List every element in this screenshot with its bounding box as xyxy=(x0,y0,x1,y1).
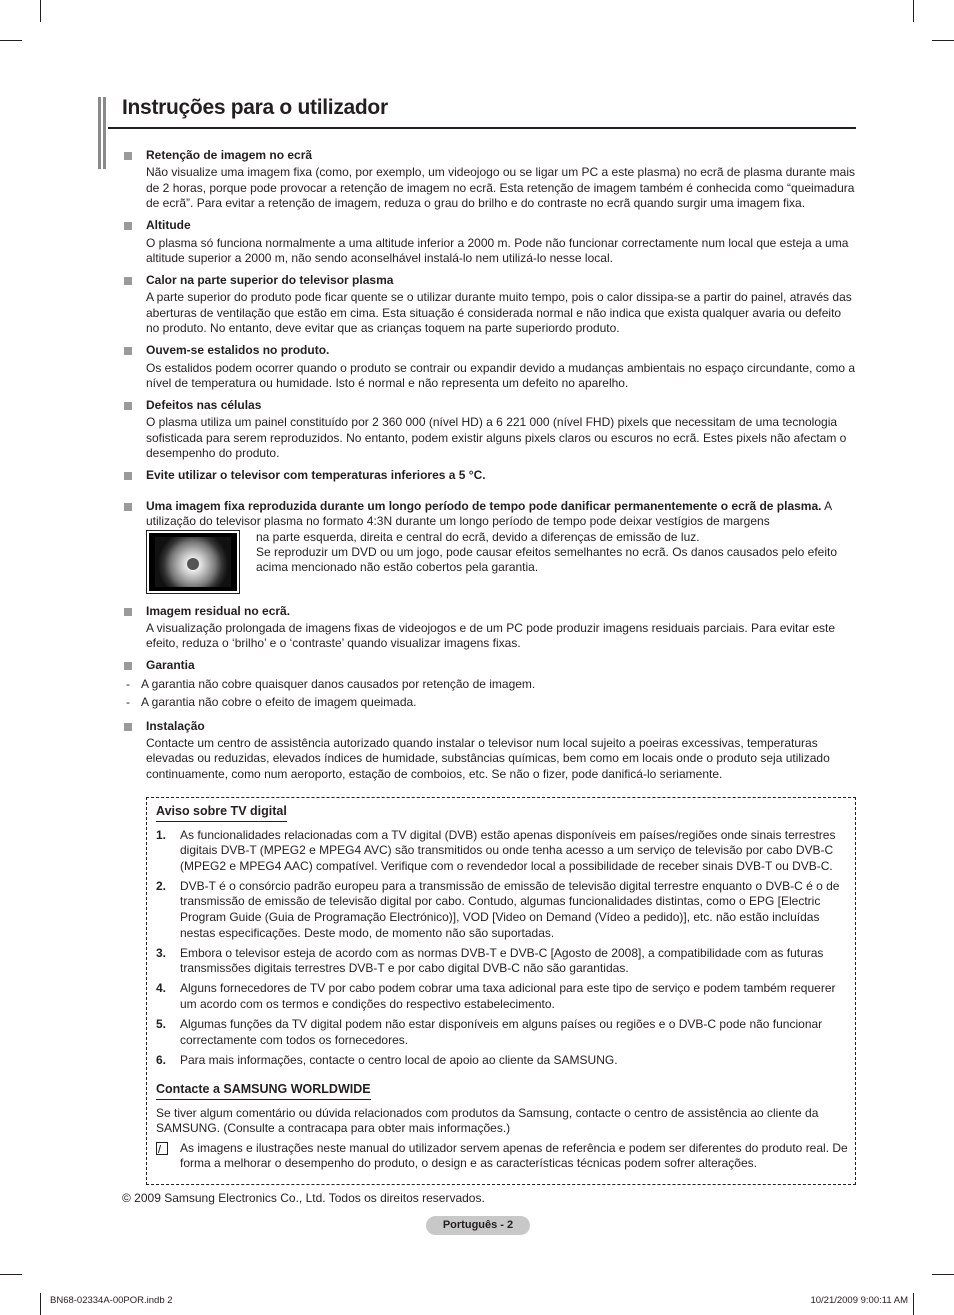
crop-mark xyxy=(0,1274,22,1275)
notice-item: 2. DVB-T é o consórcio padrão europeu para a transmissão de emissão de televisão digital terrestre enquanto o DVB-C é o de transmissão de emissão de televisão digital por cabo. Contudo, algumas funcionalidades distintas, como o EPG [Electric Program Guide (Guia de Programação Electrónico)], VOD [Video on Demand (Vídeo a pedido)], etc. não estão incluídas nestas especificações. Deste modo, de momento não são suportadas. xyxy=(156,878,840,940)
square-bullet-icon xyxy=(124,222,132,230)
section-text xyxy=(146,499,856,530)
section-residual-image xyxy=(122,604,856,652)
page-title: Instruções para o utilizador xyxy=(122,96,388,119)
section-temperature xyxy=(122,468,856,483)
crop-mark xyxy=(40,0,41,22)
section-heading: Ouvem-se estalidos no produto. xyxy=(146,343,330,358)
section-heat xyxy=(122,273,856,337)
crop-mark xyxy=(40,1293,41,1315)
notice-item: 5. Algumas funções da TV digital podem não estar disponíveis em alguns países ou regiões e o DVB-C pode não funcionar correctamente com todos os fornecedores. xyxy=(156,1017,823,1047)
square-bullet-icon xyxy=(124,662,132,670)
notice-item: 6. Para mais informações, contacte o centro local de apoio ao cliente da SAMSUNG. xyxy=(156,1052,618,1067)
square-bullet-icon xyxy=(124,347,132,355)
crop-mark xyxy=(0,40,22,41)
warranty-item: - A garantia não cobre o efeito de imagem queimada. xyxy=(126,695,417,710)
notice-list xyxy=(156,828,848,1069)
section-text: A parte superior do produto pode ficar quente se o utilizar durante muito tempo, pois o calor dissipa-se a partir do painel, através das aberturas de ventilação que estão em cima. Esta situação é considerada normal e não indica que exista qualquer avaria ou defeito no produto. No entanto, deve evitar que as crianças toquem na parte superiordo produto. xyxy=(146,290,852,336)
section-text: O plasma só funciona normalmente a uma altitude inferior a 2000 m. Pode não funcionar correctamente num local que esteja a uma altitude superior a 2000 m, não sendo aconselhável instalá-lo nem utilizá-lo nesse local. xyxy=(146,235,849,266)
notice-item: 1. As funcionalidades relacionadas com a TV digital (DVB) estão apenas disponíveis em países/regiões onde sinais terrestres digitais DVB-T (MPEG2 e MPEG4 AVC) são transmitidos ou onde tenha acesso a um serviço de televisão por cabo DVB-C (MPEG2 e MPEG4 AAC) compatível. Verifique com o revendedor local a possibilidade de receber sinais DVB-T ou DVB-C. xyxy=(156,827,836,873)
section-altitude xyxy=(122,218,856,266)
contact-heading: Contacte a SAMSUNG WORLDWIDE xyxy=(156,1082,371,1100)
contact-text: Se tiver algum comentário ou dúvida relacionados com produtos da Samsung, contacte o centro de assistência ao cliente da SAMSUNG. (Consulte a contracapa para obter mais informações.) xyxy=(156,1105,819,1136)
section-heading: Retenção de imagem no ecrã xyxy=(146,148,313,162)
square-bullet-icon xyxy=(124,152,132,160)
flower-image-thumbnail xyxy=(146,530,240,594)
note-icon xyxy=(156,1142,168,1155)
footer-file-name: BN68-02334A-00POR.indb 2 xyxy=(50,1295,173,1306)
square-bullet-icon xyxy=(124,608,132,616)
section-heading: Instalação xyxy=(146,718,205,733)
main-content xyxy=(122,148,856,789)
crop-mark xyxy=(913,1293,914,1315)
square-bullet-icon xyxy=(124,472,132,480)
section-heading: Calor na parte superior do televisor plasma xyxy=(146,273,394,288)
crop-mark xyxy=(932,40,954,41)
warranty-item: - A garantia não cobre quaisquer danos causados por retenção de imagem. xyxy=(126,676,536,691)
notice-item: 3. Embora o televisor esteja de acordo com as normas DVB-T e DVB-C [Agosto de 2008], a compatibilidade com as futuras transmissões digitais terrestres DVB-T e por cabo digital DVB-C não são garantidas. xyxy=(156,945,824,976)
section-warranty xyxy=(122,658,856,710)
crop-mark xyxy=(932,1274,954,1275)
section-image-retention xyxy=(122,148,856,212)
section-text: Não visualize uma imagem fixa (como, por exemplo, um videojogo ou se ligar um PC a este plasma) no ecrã de plasma durante mais de 2 horas, porque pode provocar a retenção de imagem no ecrã. Esta retenção de imagem também é conhecida como “queimadura de ecrã”. Para evitar a retenção de imagem, reduza o grau do brilho e do contraste no ecrã quando surgir uma imagem fixa. xyxy=(146,165,855,211)
square-bullet-icon xyxy=(124,277,132,285)
section-heading: Uma imagem fixa reproduzida durante um longo período de tempo pode danificar permanentemente o ecrã de plasma. xyxy=(146,498,822,513)
note xyxy=(156,1141,848,1172)
section-heading: Altitude xyxy=(146,218,191,233)
section-text-part: Se reproduzir um DVD ou um jogo, pode causar efeitos semelhantes no ecrã. Os danos causados pelo efeito acima mencionado não estão cobertos pela garantia. xyxy=(256,544,837,575)
crop-mark xyxy=(913,0,914,22)
section-heading: Evite utilizar o televisor com temperaturas inferiores a 5 °C. xyxy=(146,468,486,483)
digital-tv-notice-box xyxy=(146,797,856,1185)
footer-timestamp: 10/21/2009 9:00:11 AM xyxy=(810,1295,908,1306)
copyright: © 2009 Samsung Electronics Co., Ltd. Todos os direitos reservados. xyxy=(122,1191,485,1205)
section-cracking-noise xyxy=(122,343,856,391)
section-text-part: A utilização do televisor plasma no formato 4:3N durante um longo período de tempo pode deixar vestígios de margens xyxy=(146,498,832,529)
section-heading: Garantia xyxy=(146,658,195,673)
note-text: As imagens e ilustrações neste manual do utilizador servem apenas de referência e podem ser diferentes do produto real. De forma a melhorar o desempenho do produto, o design e as características técnicas podem sofrer alterações. xyxy=(180,1140,848,1171)
title-rule xyxy=(108,127,856,129)
section-installation xyxy=(122,719,856,783)
section-heading: Defeitos nas células xyxy=(146,398,262,413)
section-text: Os estalidos podem ocorrer quando o produto se contrair ou expandir devido a mudanças ambientais no espaço circundante, como a nível de temperatura ou humidade. Isto é normal e não representa um defeito no aparelho. xyxy=(146,360,856,391)
square-bullet-icon xyxy=(124,402,132,410)
section-text: A visualização prolongada de imagens fixas de videojogos e de um PC pode produzir imagens residuais parciais. Para evitar este efeito, reduza o ‘brilho’ e o ‘contraste’ quando visualizar imagens fixas. xyxy=(146,620,836,651)
notice-heading: Aviso sobre TV digital xyxy=(156,804,287,822)
still-image-row xyxy=(146,530,856,594)
square-bullet-icon xyxy=(124,503,132,511)
page-number-badge: Português - 2 xyxy=(426,1216,530,1235)
section-text: Contacte um centro de assistência autorizado quando instalar o televisor num local sujeito a poeiras excessivas, temperaturas elevadas ou reduzidas, elevados índices de humidade, substâncias químicas, bem como em locais onde o produto seja utilizado continuamente, como num aeroporto, estação de comboios, etc. Se não o fizer, pode danificá-lo seriamente. xyxy=(146,735,830,781)
section-text: O plasma utiliza um painel constituído por 2 360 000 (nível HD) a 6 221 000 (nível FHD) pixels que necessitam de uma tecnologia sofisticada para serem reproduzidos. No entanto, podem existir alguns pixels claros ou escuros no ecrã. Estes pixels não afectam o desempenho do produto. xyxy=(146,415,847,461)
notice-item: 4. Alguns fornecedores de TV por cabo podem cobrar uma taxa adicional para este tipo de serviço e podem também requerer um acordo com os termos e condições do respectivo estabelecimento. xyxy=(156,981,836,1012)
section-heading: Imagem residual no ecrã. xyxy=(146,603,291,618)
section-cell-defects xyxy=(122,398,856,462)
section-still-image xyxy=(122,499,856,594)
square-bullet-icon xyxy=(124,723,132,731)
section-text-part: na parte esquerda, direita e central do ecrã, devido a diferenças de emissão de luz. xyxy=(256,529,700,544)
